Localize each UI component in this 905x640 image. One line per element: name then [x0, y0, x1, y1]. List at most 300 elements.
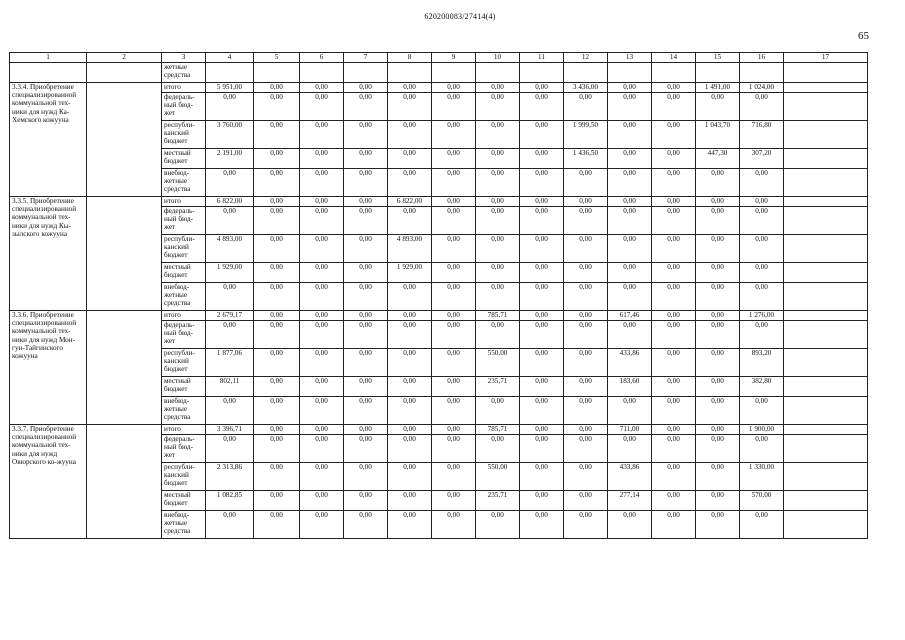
value-cell: 0,00: [388, 397, 432, 425]
measure-name: 3.3.5. Приобретение специализированной коммунальной тех-ники для нужд Кы-зылского кожууна: [10, 197, 87, 311]
value-cell: 0,00: [740, 435, 784, 463]
source-label: жетные средства: [162, 63, 206, 83]
value-cell: 0,00: [254, 349, 300, 377]
value-cell: 0,00: [652, 321, 696, 349]
value-cell: 0,00: [520, 463, 564, 491]
value-cell: 0,00: [608, 149, 652, 169]
value-cell: 0,00: [300, 197, 344, 207]
value-cell: 0,00: [388, 511, 432, 539]
value-cell: 0,00: [432, 425, 476, 435]
funding-source: республи-канский бюджет: [162, 349, 206, 377]
value-cell: 0,00: [652, 397, 696, 425]
funding-source: итого: [162, 425, 206, 435]
empty-cell: [784, 121, 868, 149]
value-cell: 0,00: [432, 149, 476, 169]
value-cell: 0,00: [696, 311, 740, 321]
continuation-row: [10, 63, 868, 83]
funding-source: внебюд-жетные средства: [162, 169, 206, 197]
value-cell: 0,00: [652, 263, 696, 283]
value-cell: 0,00: [206, 207, 254, 235]
value-cell: 0,00: [344, 377, 388, 397]
value-cell: 0,00: [344, 121, 388, 149]
empty-cell: [87, 311, 162, 425]
value-cell: 0,00: [564, 397, 608, 425]
empty-cell: [784, 93, 868, 121]
value-cell: 0,00: [520, 83, 564, 93]
value-cell: 0,00: [608, 435, 652, 463]
value-cell: 0,00: [206, 93, 254, 121]
value-cell: 1 436,50: [564, 149, 608, 169]
value-cell: 0,00: [432, 349, 476, 377]
value-cell: 3 436,00: [564, 83, 608, 93]
value-cell: 1 900,00: [740, 425, 784, 435]
value-cell: 0,00: [652, 425, 696, 435]
value-cell: 0,00: [300, 463, 344, 491]
value-cell: 0,00: [432, 197, 476, 207]
value-cell: 0,00: [476, 197, 520, 207]
value-cell: 0,00: [476, 149, 520, 169]
table-row: [10, 425, 868, 435]
value-cell: 0,00: [564, 377, 608, 397]
value-cell: 1 082,85: [206, 491, 254, 511]
value-cell: 5 951,00: [206, 83, 254, 93]
value-cell: 0,00: [476, 435, 520, 463]
empty-cell: [784, 311, 868, 321]
value-cell: 0,00: [520, 197, 564, 207]
value-cell: 0,00: [344, 149, 388, 169]
column-number-cell: 17: [784, 53, 868, 63]
value-cell: 382,80: [740, 377, 784, 397]
value-cell: 0,00: [432, 377, 476, 397]
value-cell: 0,00: [254, 83, 300, 93]
empty-cell: [254, 63, 300, 83]
value-cell: 0,00: [344, 491, 388, 511]
value-cell: 0,00: [520, 349, 564, 377]
value-cell: 433,86: [608, 349, 652, 377]
empty-cell: [784, 83, 868, 93]
value-cell: 2 313,86: [206, 463, 254, 491]
value-cell: 0,00: [696, 377, 740, 397]
page-number: 65: [858, 30, 869, 42]
value-cell: 0,00: [608, 207, 652, 235]
value-cell: 2 679,17: [206, 311, 254, 321]
value-cell: 0,00: [388, 377, 432, 397]
value-cell: 0,00: [344, 349, 388, 377]
value-cell: 0,00: [520, 93, 564, 121]
column-number-cell: 11: [520, 53, 564, 63]
empty-cell: [696, 63, 740, 83]
value-cell: 802,11: [206, 377, 254, 397]
empty-cell: [300, 63, 344, 83]
value-cell: 6 822,00: [388, 197, 432, 207]
value-cell: 0,00: [652, 83, 696, 93]
value-cell: 0,00: [388, 311, 432, 321]
value-cell: 0,00: [300, 491, 344, 511]
value-cell: 0,00: [388, 207, 432, 235]
value-cell: 0,00: [608, 169, 652, 197]
value-cell: 0,00: [300, 83, 344, 93]
value-cell: 0,00: [344, 263, 388, 283]
value-cell: 0,00: [652, 149, 696, 169]
value-cell: 0,00: [344, 435, 388, 463]
table-row: [10, 197, 868, 207]
value-cell: 0,00: [520, 397, 564, 425]
empty-cell: [740, 63, 784, 83]
value-cell: 0,00: [432, 83, 476, 93]
value-cell: 0,00: [740, 235, 784, 263]
value-cell: 0,00: [254, 93, 300, 121]
value-cell: 0,00: [608, 121, 652, 149]
value-cell: 0,00: [608, 235, 652, 263]
value-cell: 0,00: [432, 321, 476, 349]
column-number-cell: 12: [564, 53, 608, 63]
value-cell: 0,00: [608, 93, 652, 121]
value-cell: 716,80: [740, 121, 784, 149]
empty-cell: [784, 263, 868, 283]
value-cell: 0,00: [696, 235, 740, 263]
value-cell: 0,00: [740, 197, 784, 207]
value-cell: 0,00: [206, 321, 254, 349]
value-cell: 0,00: [564, 93, 608, 121]
value-cell: 711,00: [608, 425, 652, 435]
value-cell: 0,00: [696, 425, 740, 435]
value-cell: 0,00: [254, 121, 300, 149]
funding-source: внебюд-жетные средства: [162, 511, 206, 539]
empty-cell: [784, 321, 868, 349]
value-cell: 0,00: [432, 169, 476, 197]
value-cell: 6 822,00: [206, 197, 254, 207]
funding-source: федераль-ный бюд-жет: [162, 435, 206, 463]
value-cell: 0,00: [254, 321, 300, 349]
value-cell: 0,00: [476, 121, 520, 149]
value-cell: 277,14: [608, 491, 652, 511]
value-cell: 0,00: [388, 491, 432, 511]
value-cell: 0,00: [388, 83, 432, 93]
value-cell: 0,00: [520, 311, 564, 321]
value-cell: 3 396,71: [206, 425, 254, 435]
value-cell: 0,00: [564, 235, 608, 263]
empty-cell: [784, 207, 868, 235]
measure-name: 3.3.7. Приобретение специализированной коммунальной тех-ники для нужд Овюрского ко-жууна: [10, 425, 87, 539]
value-cell: 0,00: [652, 283, 696, 311]
empty-cell: [784, 463, 868, 491]
empty-cell: [652, 63, 696, 83]
value-cell: 0,00: [476, 207, 520, 235]
value-cell: 1 491,00: [696, 83, 740, 93]
value-cell: 785,71: [476, 425, 520, 435]
value-cell: 0,00: [520, 377, 564, 397]
value-cell: 0,00: [696, 207, 740, 235]
value-cell: 235,71: [476, 377, 520, 397]
value-cell: 0,00: [696, 397, 740, 425]
value-cell: 0,00: [432, 207, 476, 235]
value-cell: 0,00: [300, 121, 344, 149]
empty-cell: [608, 63, 652, 83]
value-cell: 0,00: [344, 83, 388, 93]
value-cell: 0,00: [344, 425, 388, 435]
column-number-cell: 16: [740, 53, 784, 63]
empty-cell: [344, 63, 388, 83]
value-cell: 0,00: [564, 207, 608, 235]
value-cell: 0,00: [206, 435, 254, 463]
value-cell: 0,00: [388, 149, 432, 169]
value-cell: 0,00: [344, 93, 388, 121]
column-number-cell: 3: [162, 53, 206, 63]
column-number-cell: 10: [476, 53, 520, 63]
value-cell: 0,00: [206, 397, 254, 425]
value-cell: 0,00: [344, 397, 388, 425]
value-cell: 0,00: [388, 169, 432, 197]
value-cell: 0,00: [652, 311, 696, 321]
funding-source: республи-канский бюджет: [162, 121, 206, 149]
document-id: 620200083/27414(4): [424, 12, 496, 21]
value-cell: 0,00: [388, 349, 432, 377]
value-cell: 0,00: [696, 435, 740, 463]
funding-source: итого: [162, 197, 206, 207]
value-cell: 0,00: [300, 169, 344, 197]
empty-cell: [388, 63, 432, 83]
empty-cell: [520, 63, 564, 83]
value-cell: 0,00: [652, 121, 696, 149]
value-cell: 0,00: [696, 511, 740, 539]
value-cell: 0,00: [388, 321, 432, 349]
empty-cell: [784, 511, 868, 539]
value-cell: 0,00: [254, 311, 300, 321]
empty-cell: [10, 63, 87, 83]
column-number-cell: 2: [87, 53, 162, 63]
value-cell: 1 877,06: [206, 349, 254, 377]
value-cell: 0,00: [608, 283, 652, 311]
value-cell: 0,00: [608, 321, 652, 349]
funding-source: местный бюджет: [162, 149, 206, 169]
value-cell: 0,00: [696, 169, 740, 197]
value-cell: 0,00: [206, 283, 254, 311]
value-cell: 0,00: [300, 207, 344, 235]
budget-table: [9, 52, 868, 539]
value-cell: 0,00: [564, 511, 608, 539]
value-cell: 0,00: [652, 349, 696, 377]
value-cell: 0,00: [254, 425, 300, 435]
value-cell: 0,00: [564, 283, 608, 311]
value-cell: 0,00: [300, 93, 344, 121]
value-cell: 1 024,00: [740, 83, 784, 93]
funding-source: местный бюджет: [162, 263, 206, 283]
value-cell: 0,00: [740, 397, 784, 425]
empty-cell: [784, 349, 868, 377]
value-cell: 0,00: [344, 207, 388, 235]
value-cell: 0,00: [300, 425, 344, 435]
value-cell: 0,00: [740, 321, 784, 349]
value-cell: 0,00: [652, 511, 696, 539]
empty-cell: [87, 63, 162, 83]
value-cell: 0,00: [388, 121, 432, 149]
value-cell: 0,00: [254, 207, 300, 235]
value-cell: 0,00: [740, 93, 784, 121]
table-body: [10, 53, 868, 539]
empty-cell: [784, 197, 868, 207]
value-cell: 0,00: [476, 263, 520, 283]
funding-source: федераль-ный бюд-жет: [162, 93, 206, 121]
value-cell: 0,00: [476, 321, 520, 349]
value-cell: 0,00: [344, 283, 388, 311]
value-cell: 0,00: [344, 311, 388, 321]
empty-cell: [784, 169, 868, 197]
value-cell: 0,00: [254, 397, 300, 425]
value-cell: 235,71: [476, 491, 520, 511]
funding-source: итого: [162, 83, 206, 93]
value-cell: 1 929,00: [206, 263, 254, 283]
empty-cell: [784, 63, 868, 83]
value-cell: 0,00: [300, 377, 344, 397]
value-cell: 0,00: [520, 149, 564, 169]
value-cell: 0,00: [652, 197, 696, 207]
value-cell: 0,00: [696, 263, 740, 283]
value-cell: 0,00: [740, 283, 784, 311]
column-number-cell: 1: [10, 53, 87, 63]
empty-cell: [87, 197, 162, 311]
value-cell: 0,00: [388, 283, 432, 311]
value-cell: 0,00: [476, 283, 520, 311]
value-cell: 1 999,50: [564, 121, 608, 149]
value-cell: 0,00: [520, 207, 564, 235]
value-cell: 0,00: [300, 149, 344, 169]
empty-cell: [784, 491, 868, 511]
value-cell: 0,00: [696, 463, 740, 491]
measure-name: 3.3.6. Приобретение специализированной коммунальной тех-ники для нужд Мон-гун-Тайгинского кожууна: [10, 311, 87, 425]
value-cell: 0,00: [388, 425, 432, 435]
column-number-cell: 8: [388, 53, 432, 63]
value-cell: 0,00: [696, 283, 740, 311]
funding-source: итого: [162, 311, 206, 321]
value-cell: 0,00: [432, 283, 476, 311]
value-cell: 0,00: [608, 397, 652, 425]
column-number-cell: 9: [432, 53, 476, 63]
empty-cell: [476, 63, 520, 83]
value-cell: 617,46: [608, 311, 652, 321]
value-cell: 0,00: [520, 321, 564, 349]
value-cell: 0,00: [476, 235, 520, 263]
value-cell: 570,00: [740, 491, 784, 511]
value-cell: 0,00: [300, 321, 344, 349]
value-cell: 0,00: [432, 311, 476, 321]
value-cell: 550,00: [476, 349, 520, 377]
table-row: [10, 83, 868, 93]
value-cell: 1 043,70: [696, 121, 740, 149]
funding-source: республи-канский бюджет: [162, 235, 206, 263]
value-cell: 0,00: [432, 263, 476, 283]
value-cell: 0,00: [300, 349, 344, 377]
value-cell: 0,00: [300, 511, 344, 539]
empty-cell: [784, 377, 868, 397]
value-cell: 0,00: [254, 283, 300, 311]
value-cell: 0,00: [564, 321, 608, 349]
value-cell: 1 276,00: [740, 311, 784, 321]
value-cell: 0,00: [564, 169, 608, 197]
value-cell: 433,86: [608, 463, 652, 491]
value-cell: 0,00: [564, 435, 608, 463]
value-cell: 785,71: [476, 311, 520, 321]
value-cell: 0,00: [432, 463, 476, 491]
funding-source: внебюд-жетные средства: [162, 283, 206, 311]
funding-source: республи-канский бюджет: [162, 463, 206, 491]
value-cell: 0,00: [564, 263, 608, 283]
value-cell: 0,00: [432, 511, 476, 539]
value-cell: 0,00: [564, 349, 608, 377]
value-cell: 0,00: [520, 235, 564, 263]
value-cell: 0,00: [564, 491, 608, 511]
measure-name: 3.3.4. Приобретение специализированной коммунальной тех-ники для нужд Ка-Хемского кожууна: [10, 83, 87, 197]
column-number-cell: 6: [300, 53, 344, 63]
value-cell: 0,00: [520, 283, 564, 311]
value-cell: 0,00: [254, 511, 300, 539]
empty-cell: [784, 149, 868, 169]
value-cell: 0,00: [206, 169, 254, 197]
value-cell: 447,30: [696, 149, 740, 169]
column-number-cell: 15: [696, 53, 740, 63]
empty-cell: [87, 83, 162, 197]
column-number-cell: 5: [254, 53, 300, 63]
column-number-cell: 7: [344, 53, 388, 63]
empty-cell: [784, 235, 868, 263]
value-cell: 0,00: [300, 283, 344, 311]
value-cell: 0,00: [254, 435, 300, 463]
value-cell: 0,00: [300, 397, 344, 425]
empty-cell: [784, 283, 868, 311]
value-cell: 0,00: [608, 511, 652, 539]
empty-cell: [87, 425, 162, 539]
empty-cell: [564, 63, 608, 83]
funding-source: местный бюджет: [162, 377, 206, 397]
value-cell: 0,00: [608, 263, 652, 283]
value-cell: 0,00: [344, 511, 388, 539]
value-cell: 0,00: [300, 263, 344, 283]
value-cell: 0,00: [432, 93, 476, 121]
value-cell: 0,00: [740, 511, 784, 539]
value-cell: 0,00: [344, 169, 388, 197]
value-cell: 0,00: [652, 93, 696, 121]
value-cell: 0,00: [652, 207, 696, 235]
value-cell: 1 929,00: [388, 263, 432, 283]
value-cell: 0,00: [652, 377, 696, 397]
value-cell: 0,00: [432, 121, 476, 149]
funding-source: федераль-ный бюд-жет: [162, 321, 206, 349]
empty-cell: [206, 63, 254, 83]
value-cell: 0,00: [608, 197, 652, 207]
value-cell: 0,00: [254, 263, 300, 283]
value-cell: 3 760,00: [206, 121, 254, 149]
value-cell: 0,00: [652, 435, 696, 463]
value-cell: 0,00: [740, 207, 784, 235]
value-cell: 0,00: [476, 397, 520, 425]
value-cell: 550,00: [476, 463, 520, 491]
value-cell: 0,00: [740, 263, 784, 283]
value-cell: 183,60: [608, 377, 652, 397]
value-cell: 0,00: [254, 463, 300, 491]
value-cell: 0,00: [652, 169, 696, 197]
value-cell: 0,00: [254, 235, 300, 263]
value-cell: 0,00: [520, 121, 564, 149]
funding-source: местный бюджет: [162, 491, 206, 511]
empty-cell: [784, 425, 868, 435]
column-number-cell: 4: [206, 53, 254, 63]
value-cell: 0,00: [652, 491, 696, 511]
value-cell: 0,00: [520, 435, 564, 463]
value-cell: 0,00: [696, 349, 740, 377]
value-cell: 0,00: [432, 235, 476, 263]
value-cell: 0,00: [388, 93, 432, 121]
column-number-cell: 14: [652, 53, 696, 63]
value-cell: 0,00: [564, 197, 608, 207]
